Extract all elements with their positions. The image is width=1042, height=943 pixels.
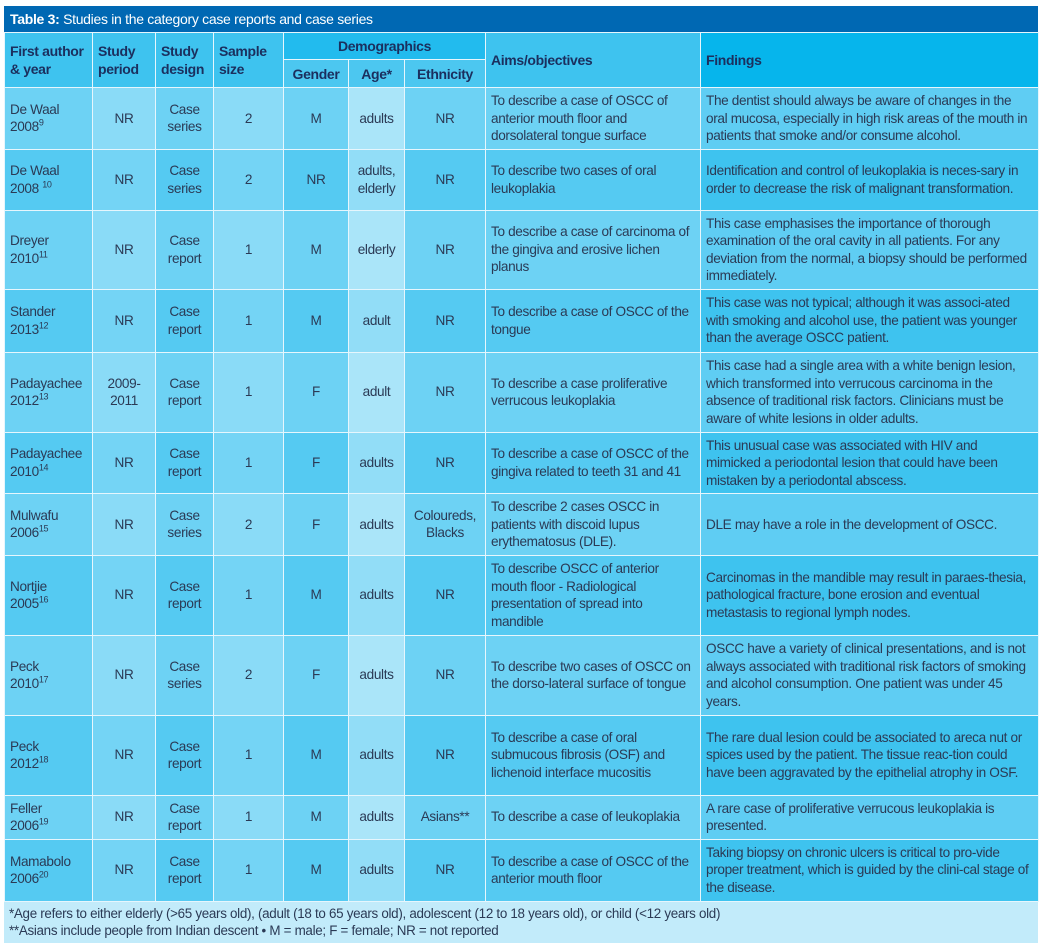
table-row xyxy=(5,555,1039,635)
sample-size-cell: 1 xyxy=(214,432,284,494)
study-design-cell: Case series xyxy=(156,494,214,556)
ethnicity-cell: Asians** xyxy=(405,795,486,839)
sample-size-cell: 1 xyxy=(214,555,284,635)
age-cell: adults xyxy=(349,432,405,494)
table-row xyxy=(5,149,1039,210)
gender-cell: M xyxy=(284,795,349,839)
age-cell: adult xyxy=(349,289,405,352)
study-design-cell: Case series xyxy=(156,635,214,715)
author-year: 2010 xyxy=(10,463,39,479)
study-design-cell: Case report xyxy=(156,795,214,839)
aims-cell: To describe a case proliferative verrucous leukoplakia xyxy=(486,352,701,432)
author-cell xyxy=(5,210,93,289)
study-period-cell: NR xyxy=(93,555,156,635)
author-year: 2005 xyxy=(10,596,39,611)
table-row xyxy=(5,88,1039,150)
aims-cell: To describe a case of oral submucous fibrosis (OSF) and lichenoid interface mucositis xyxy=(486,715,701,795)
header-aims: Aims/objectives xyxy=(486,33,701,88)
author-cell xyxy=(5,635,93,715)
author-year: 2008 xyxy=(10,180,43,196)
aims-cell: To describe a case of leukoplakia xyxy=(486,795,701,839)
author-name: Mulwafu xyxy=(10,507,59,523)
gender-cell: M xyxy=(284,839,349,901)
gender-cell: F xyxy=(284,635,349,715)
ethnicity-cell: NR xyxy=(405,352,486,432)
reference-number: 19 xyxy=(38,816,49,827)
gender-cell: M xyxy=(284,555,349,635)
header-demographics: Demographics xyxy=(284,33,486,60)
author-year: 2006 xyxy=(10,871,39,886)
author-year: 2012 xyxy=(10,393,39,408)
table-row xyxy=(5,715,1039,795)
header-age: Age* xyxy=(349,60,405,88)
reference-number: 13 xyxy=(38,391,49,402)
ethnicity-cell: NR xyxy=(405,635,486,715)
study-period-cell: NR xyxy=(93,289,156,352)
reference-number: 18 xyxy=(38,754,49,765)
ethnicity-cell: NR xyxy=(405,210,486,289)
author-name: Stander xyxy=(10,304,56,319)
age-cell: adults xyxy=(349,494,405,556)
gender-cell: M xyxy=(284,88,349,150)
studies-table-figure xyxy=(4,6,1038,943)
sample-size-cell: 1 xyxy=(214,352,284,432)
author-cell xyxy=(5,432,93,494)
gender-cell: NR xyxy=(284,149,349,210)
aims-cell: To describe OSCC of anterior mouth floor - Radiological presentation of spread into mandible xyxy=(486,555,701,635)
header-findings: Findings xyxy=(701,33,1039,88)
table-title xyxy=(4,6,1038,32)
gender-cell: F xyxy=(284,432,349,494)
table-row xyxy=(5,432,1039,494)
reference-number: 16 xyxy=(38,594,49,605)
header-gender: Gender xyxy=(284,60,349,88)
author-cell xyxy=(5,795,93,839)
findings-cell: This unusual case was associated with HIV and mimicked a periodontal lesion that could have been mistaken by a periodontal abscess. xyxy=(701,432,1039,494)
author-year: 2013 xyxy=(10,321,39,337)
study-design-cell: Case report xyxy=(156,432,214,494)
age-cell: adults xyxy=(349,88,405,150)
author-cell xyxy=(5,88,93,150)
table-label: Table 3: xyxy=(10,11,60,27)
gender-cell: M xyxy=(284,210,349,289)
author-cell xyxy=(5,352,93,432)
study-design-cell: Case series xyxy=(156,88,214,150)
footnote-age: *Age refers to either elderly (>65 years old), (adult (18 to 65 years old), adolescent (12 to 18 years old), or child (<12 years old) xyxy=(9,905,721,921)
sample-size-cell: 2 xyxy=(214,88,284,150)
header-design: Study design xyxy=(156,33,214,88)
study-period-cell: NR xyxy=(93,149,156,210)
author-cell xyxy=(5,289,93,352)
header-sample: Sample size xyxy=(214,33,284,88)
author-year: 2012 xyxy=(10,756,39,771)
ethnicity-cell: NR xyxy=(405,289,486,352)
author-name: Padayachee xyxy=(10,375,83,391)
study-design-cell: Case report xyxy=(156,839,214,901)
findings-cell: DLE may have a role in the development of OSCC. xyxy=(701,494,1039,556)
aims-cell: To describe a case of carcinoma of the gingiva and erosive lichen planus xyxy=(486,210,701,289)
author-name: Nortjie xyxy=(10,578,47,594)
ethnicity-cell: Coloureds, Blacks xyxy=(405,494,486,556)
gender-cell: M xyxy=(284,289,349,352)
author-cell xyxy=(5,149,93,210)
ethnicity-cell: NR xyxy=(405,149,486,210)
reference-number: 11 xyxy=(38,248,48,259)
study-design-cell: Case report xyxy=(156,352,214,432)
author-name: Mamabolo xyxy=(10,853,71,869)
reference-number: 12 xyxy=(38,319,49,330)
study-design-cell: Case report xyxy=(156,715,214,795)
author-name: Padayachee xyxy=(10,446,83,462)
table-row xyxy=(5,635,1039,715)
sample-size-cell: 1 xyxy=(214,795,284,839)
ethnicity-cell: NR xyxy=(405,715,486,795)
age-cell: adults, elderly xyxy=(349,149,405,210)
findings-cell: The dentist should always be aware of changes in the oral mucosa, especially in high risk areas of the mouth in patients that smoke and/or consume alcohol. xyxy=(701,88,1039,150)
table-row xyxy=(5,494,1039,556)
study-design-cell: Case series xyxy=(156,149,214,210)
findings-cell: OSCC have a variety of clinical presentations, and is not always associated with traditional risk factors of smoking and alcohol consumption. One patient was under 45 years. xyxy=(701,635,1039,715)
ethnicity-cell: NR xyxy=(405,555,486,635)
aims-cell: To describe two cases of oral leukoplakia xyxy=(486,149,701,210)
reference-number: 9 xyxy=(38,117,44,128)
ethnicity-cell: NR xyxy=(405,88,486,150)
sample-size-cell: 1 xyxy=(214,839,284,901)
study-design-cell: Case report xyxy=(156,210,214,289)
study-design-cell: Case report xyxy=(156,289,214,352)
ethnicity-cell: NR xyxy=(405,432,486,494)
reference-number: 14 xyxy=(38,462,49,473)
aims-cell: To describe a case of OSCC of the anterior mouth floor xyxy=(486,839,701,901)
gender-cell: M xyxy=(284,715,349,795)
age-cell: adults xyxy=(349,795,405,839)
age-cell: adult xyxy=(349,352,405,432)
table-row xyxy=(5,210,1039,289)
reference-number: 10 xyxy=(42,178,52,189)
findings-cell: A rare case of proliferative verrucous leukoplakia is presented. xyxy=(701,795,1039,839)
sample-size-cell: 2 xyxy=(214,494,284,556)
aims-cell: To describe a case of OSCC of the gingiva related to teeth 31 and 41 xyxy=(486,432,701,494)
author-year: 2006 xyxy=(10,818,39,833)
sample-size-cell: 2 xyxy=(214,635,284,715)
table-caption: Studies in the category case reports and case series xyxy=(63,11,373,27)
header-period: Study period xyxy=(93,33,156,88)
footnote-abbreviations: **Asians include people from Indian descent • M = male; F = female; NR = not reported xyxy=(9,922,499,938)
study-period-cell: NR xyxy=(93,210,156,289)
sample-size-cell: 1 xyxy=(214,210,284,289)
table-row xyxy=(5,795,1039,839)
gender-cell: F xyxy=(284,352,349,432)
author-cell xyxy=(5,494,93,556)
study-period-cell: NR xyxy=(93,795,156,839)
findings-cell: Taking biopsy on chronic ulcers is critical to pro-vide proper treatment, which is guided by the clini-cal stage of the disease. xyxy=(701,839,1039,901)
aims-cell: To describe two cases of OSCC on the dorso-lateral surface of tongue xyxy=(486,635,701,715)
aims-cell: To describe 2 cases OSCC in patients with discoid lupus erythematosus (DLE). xyxy=(486,494,701,556)
findings-cell: This case had a single area with a white benign lesion, which transformed into verrucous carcinoma in the absence of traditional risk factors. Clinicians must be aware of white lesions in older adults. xyxy=(701,352,1039,432)
study-period-cell: NR xyxy=(93,494,156,556)
author-year: 2006 xyxy=(10,525,39,541)
author-year: 2010 xyxy=(10,676,39,691)
study-period-cell: NR xyxy=(93,715,156,795)
table-row xyxy=(5,839,1039,901)
author-name: Peck xyxy=(10,658,39,674)
findings-cell: This case emphasises the importance of thorough examination of the oral cavity in all patients. For any deviation from the normal, a biopsy should be performed immediately. xyxy=(701,210,1039,289)
age-cell: adults xyxy=(349,715,405,795)
age-cell: adults xyxy=(349,839,405,901)
author-name: De Waal xyxy=(10,101,60,117)
table-row xyxy=(5,352,1039,432)
header-author: First author & year xyxy=(5,33,93,88)
author-name: De Waal xyxy=(10,163,60,178)
aims-cell: To describe a case of OSCC of anterior mouth floor and dorsolateral tongue surface xyxy=(486,88,701,150)
findings-cell: Carcinomas in the mandible may result in paraes-thesia, pathological fracture, bone erosion and eventual metastasis to regional lymph nodes. xyxy=(701,555,1039,635)
gender-cell: F xyxy=(284,494,349,556)
author-year: 2010 xyxy=(10,250,39,266)
author-cell xyxy=(5,555,93,635)
sample-size-cell: 1 xyxy=(214,289,284,352)
reference-number: 15 xyxy=(38,523,49,534)
ethnicity-cell: NR xyxy=(405,839,486,901)
reference-number: 17 xyxy=(38,674,49,685)
age-cell: elderly xyxy=(349,210,405,289)
header-ethnicity: Ethnicity xyxy=(405,60,486,88)
study-period-cell: 2009-2011 xyxy=(93,352,156,432)
reference-number: 20 xyxy=(38,869,49,880)
studies-table xyxy=(4,32,1039,902)
author-cell xyxy=(5,715,93,795)
table-footnotes xyxy=(4,902,1038,943)
sample-size-cell: 2 xyxy=(214,149,284,210)
study-design-cell: Case report xyxy=(156,555,214,635)
sample-size-cell: 1 xyxy=(214,715,284,795)
study-period-cell: NR xyxy=(93,432,156,494)
author-cell xyxy=(5,839,93,901)
table-row xyxy=(5,289,1039,352)
study-period-cell: NR xyxy=(93,88,156,150)
age-cell: adults xyxy=(349,555,405,635)
aims-cell: To describe a case of OSCC of the tongue xyxy=(486,289,701,352)
author-year: 2008 xyxy=(10,119,39,135)
study-period-cell: NR xyxy=(93,839,156,901)
findings-cell: The rare dual lesion could be associated to areca nut or spices used by the patient. The tissue reac-tion could have been aggravated by the epithelial atrophy in OSF. xyxy=(701,715,1039,795)
author-name: Feller xyxy=(10,800,42,816)
study-period-cell: NR xyxy=(93,635,156,715)
author-name: Dreyer xyxy=(10,233,49,248)
findings-cell: This case was not typical; although it was associ-ated with smoking and alcohol use, the patient was younger than the average OSCC patient. xyxy=(701,289,1039,352)
author-name: Peck xyxy=(10,738,39,754)
findings-cell: Identification and control of leukoplakia is neces-sary in order to decrease the risk of malignant transformation. xyxy=(701,149,1039,210)
age-cell: adults xyxy=(349,635,405,715)
